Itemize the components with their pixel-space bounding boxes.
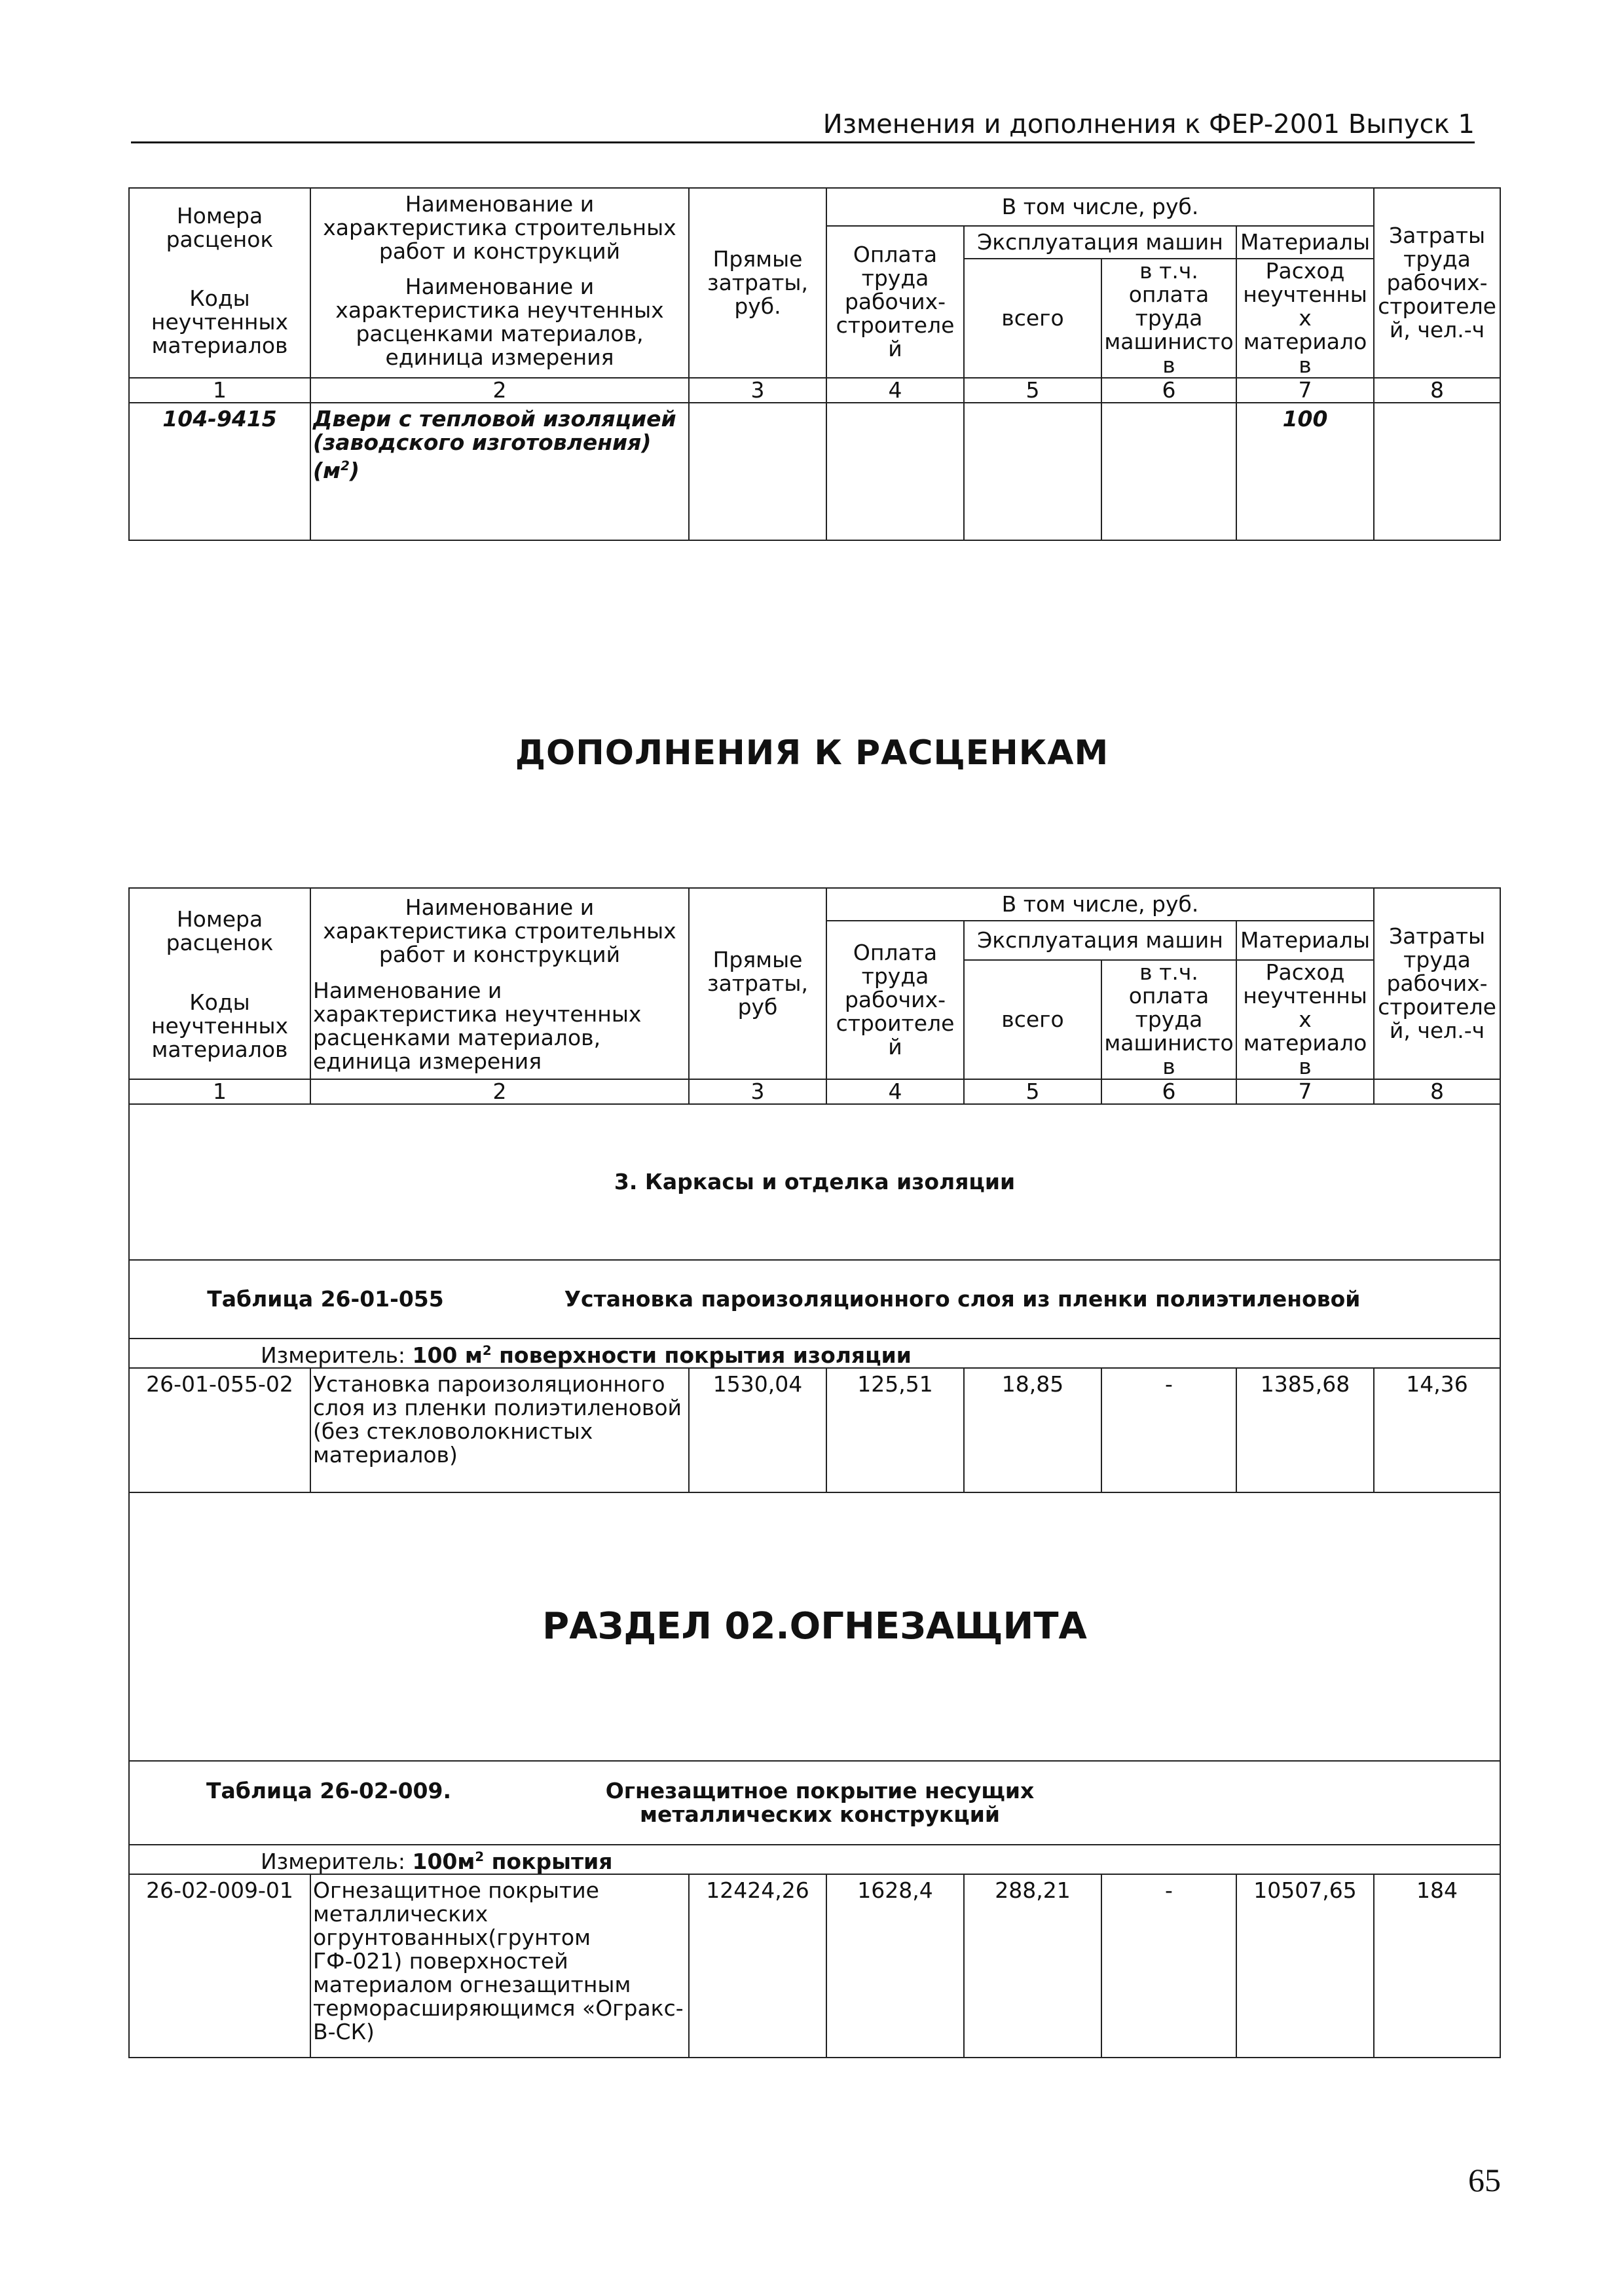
- col-num: 4: [826, 378, 964, 403]
- col-num: 8: [1374, 378, 1500, 403]
- col-labor-hours-header: Затраты труда рабочих-строителей, чел.-ч: [1374, 888, 1500, 1079]
- col-num: 8: [1374, 1079, 1500, 1104]
- col-labor-pay-header: Оплата труда рабочих-строителей: [826, 226, 964, 378]
- group-including-header: В том числе, руб.: [826, 188, 1374, 226]
- col-num: 5: [964, 1079, 1101, 1104]
- table-heading: Таблица 26-02-009. Огнезащитное покрытие несущих металлических конструкций: [129, 1761, 1500, 1845]
- table-heading: Таблица 26-01-055 Установка пароизоляционного слоя из пленки полиэтиленовой: [129, 1260, 1500, 1339]
- col-rates-header: Номера расценок: [129, 888, 310, 973]
- running-header: Изменения и дополнения к ФЕР-2001 Выпуск 1: [131, 110, 1475, 143]
- col-machinist-pay-header: в т.ч. оплата труда машинистов: [1101, 960, 1236, 1079]
- col-num: 5: [964, 378, 1101, 403]
- col-material-codes-header: Коды неучтенных материалов: [129, 973, 310, 1079]
- col-material-codes-header: Коды неучтенных материалов: [129, 267, 310, 378]
- group-machines-header: Эксплуатация машин: [964, 226, 1236, 259]
- group-materials-header: Материалы: [1236, 226, 1374, 259]
- col-name-header: Наименование и характеристика строительных работ и конструкций: [310, 188, 689, 267]
- section-heading: РАЗДЕЛ 02.ОГНЕЗАЩИТА: [129, 1492, 1500, 1761]
- material-code: 104-9415: [129, 403, 310, 540]
- table-row: 26-01-055-02 Установка пароизоляционного слоя из пленки полиэтиленовой (без стекловолокнистых материалов) 1530,04 125,51 18,85 - 1385,68 14,36: [129, 1368, 1500, 1492]
- col-rates-header: Номера расценок: [129, 188, 310, 267]
- col-materials-use-header: Расход неучтенных материалов: [1236, 259, 1374, 378]
- group-materials-header: Материалы: [1236, 921, 1374, 960]
- material-usage: 100: [1236, 403, 1374, 540]
- col-num: 4: [826, 1079, 964, 1104]
- subsection-title: 3. Каркасы и отделка изоляции: [129, 1104, 1500, 1260]
- page-number: 65: [1468, 2162, 1501, 2198]
- col-num: 2: [310, 1079, 689, 1104]
- col-name-header: Наименование и характеристика строительных работ и конструкций: [310, 888, 689, 973]
- group-including-header: В том числе, руб.: [826, 888, 1374, 921]
- col-machinist-pay-header: в т.ч. оплата труда машинистов: [1101, 259, 1236, 378]
- col-labor-pay-header: Оплата труда рабочих-строителей: [826, 921, 964, 1079]
- col-labor-hours-header: Затраты труда рабочих-строителей, чел.-ч: [1374, 188, 1500, 378]
- rates-table-additions: [128, 887, 1501, 2058]
- col-machines-total-header: всего: [964, 960, 1101, 1079]
- col-num: 1: [129, 378, 310, 403]
- measure-unit: Измеритель: $100м^2$ покрытия: [129, 1845, 1500, 1874]
- col-material-name-header: Наименование и характеристика неучтенных расценками материалов, единица измерения: [310, 267, 689, 378]
- col-num: 1: [129, 1079, 310, 1104]
- col-num: 7: [1236, 378, 1374, 403]
- col-materials-use-header: Расход неучтенных материалов: [1236, 960, 1374, 1079]
- col-num: 3: [689, 1079, 826, 1104]
- group-machines-header: Эксплуатация машин: [964, 921, 1236, 960]
- col-direct-costs-header: Прямые затраты, руб.: [689, 188, 826, 378]
- col-direct-costs-header: Прямые затраты, руб: [689, 888, 826, 1079]
- col-num: 2: [310, 378, 689, 403]
- col-num: 7: [1236, 1079, 1374, 1104]
- col-machines-total-header: всего: [964, 259, 1101, 378]
- rates-table-changes: [128, 187, 1501, 541]
- col-material-name-header: Наименование и характеристика неучтенных расценками материалов, единица измерения: [310, 973, 689, 1079]
- col-num: 6: [1101, 1079, 1236, 1104]
- table-row: 26-02-009-01 Огнезащитное покрытие металлических огрунтованных(грунтом ГФ-021) поверхностей материалом огнезащитным терморасширяющимся «Огракс-В-СК) 12424,26 1628,4 288,21 - 10507,65 184: [129, 1874, 1500, 2058]
- section-title: ДОПОЛНЕНИЯ К РАСЦЕНКАМ: [515, 733, 1109, 773]
- measure-unit: Измеритель: 100 $м^2$ поверхности покрытия изоляции: [129, 1339, 1500, 1368]
- col-num: 3: [689, 378, 826, 403]
- material-name: Двери с тепловой изоляцией (заводского изготовления) $(м^2)$: [310, 403, 689, 540]
- col-num: 6: [1101, 378, 1236, 403]
